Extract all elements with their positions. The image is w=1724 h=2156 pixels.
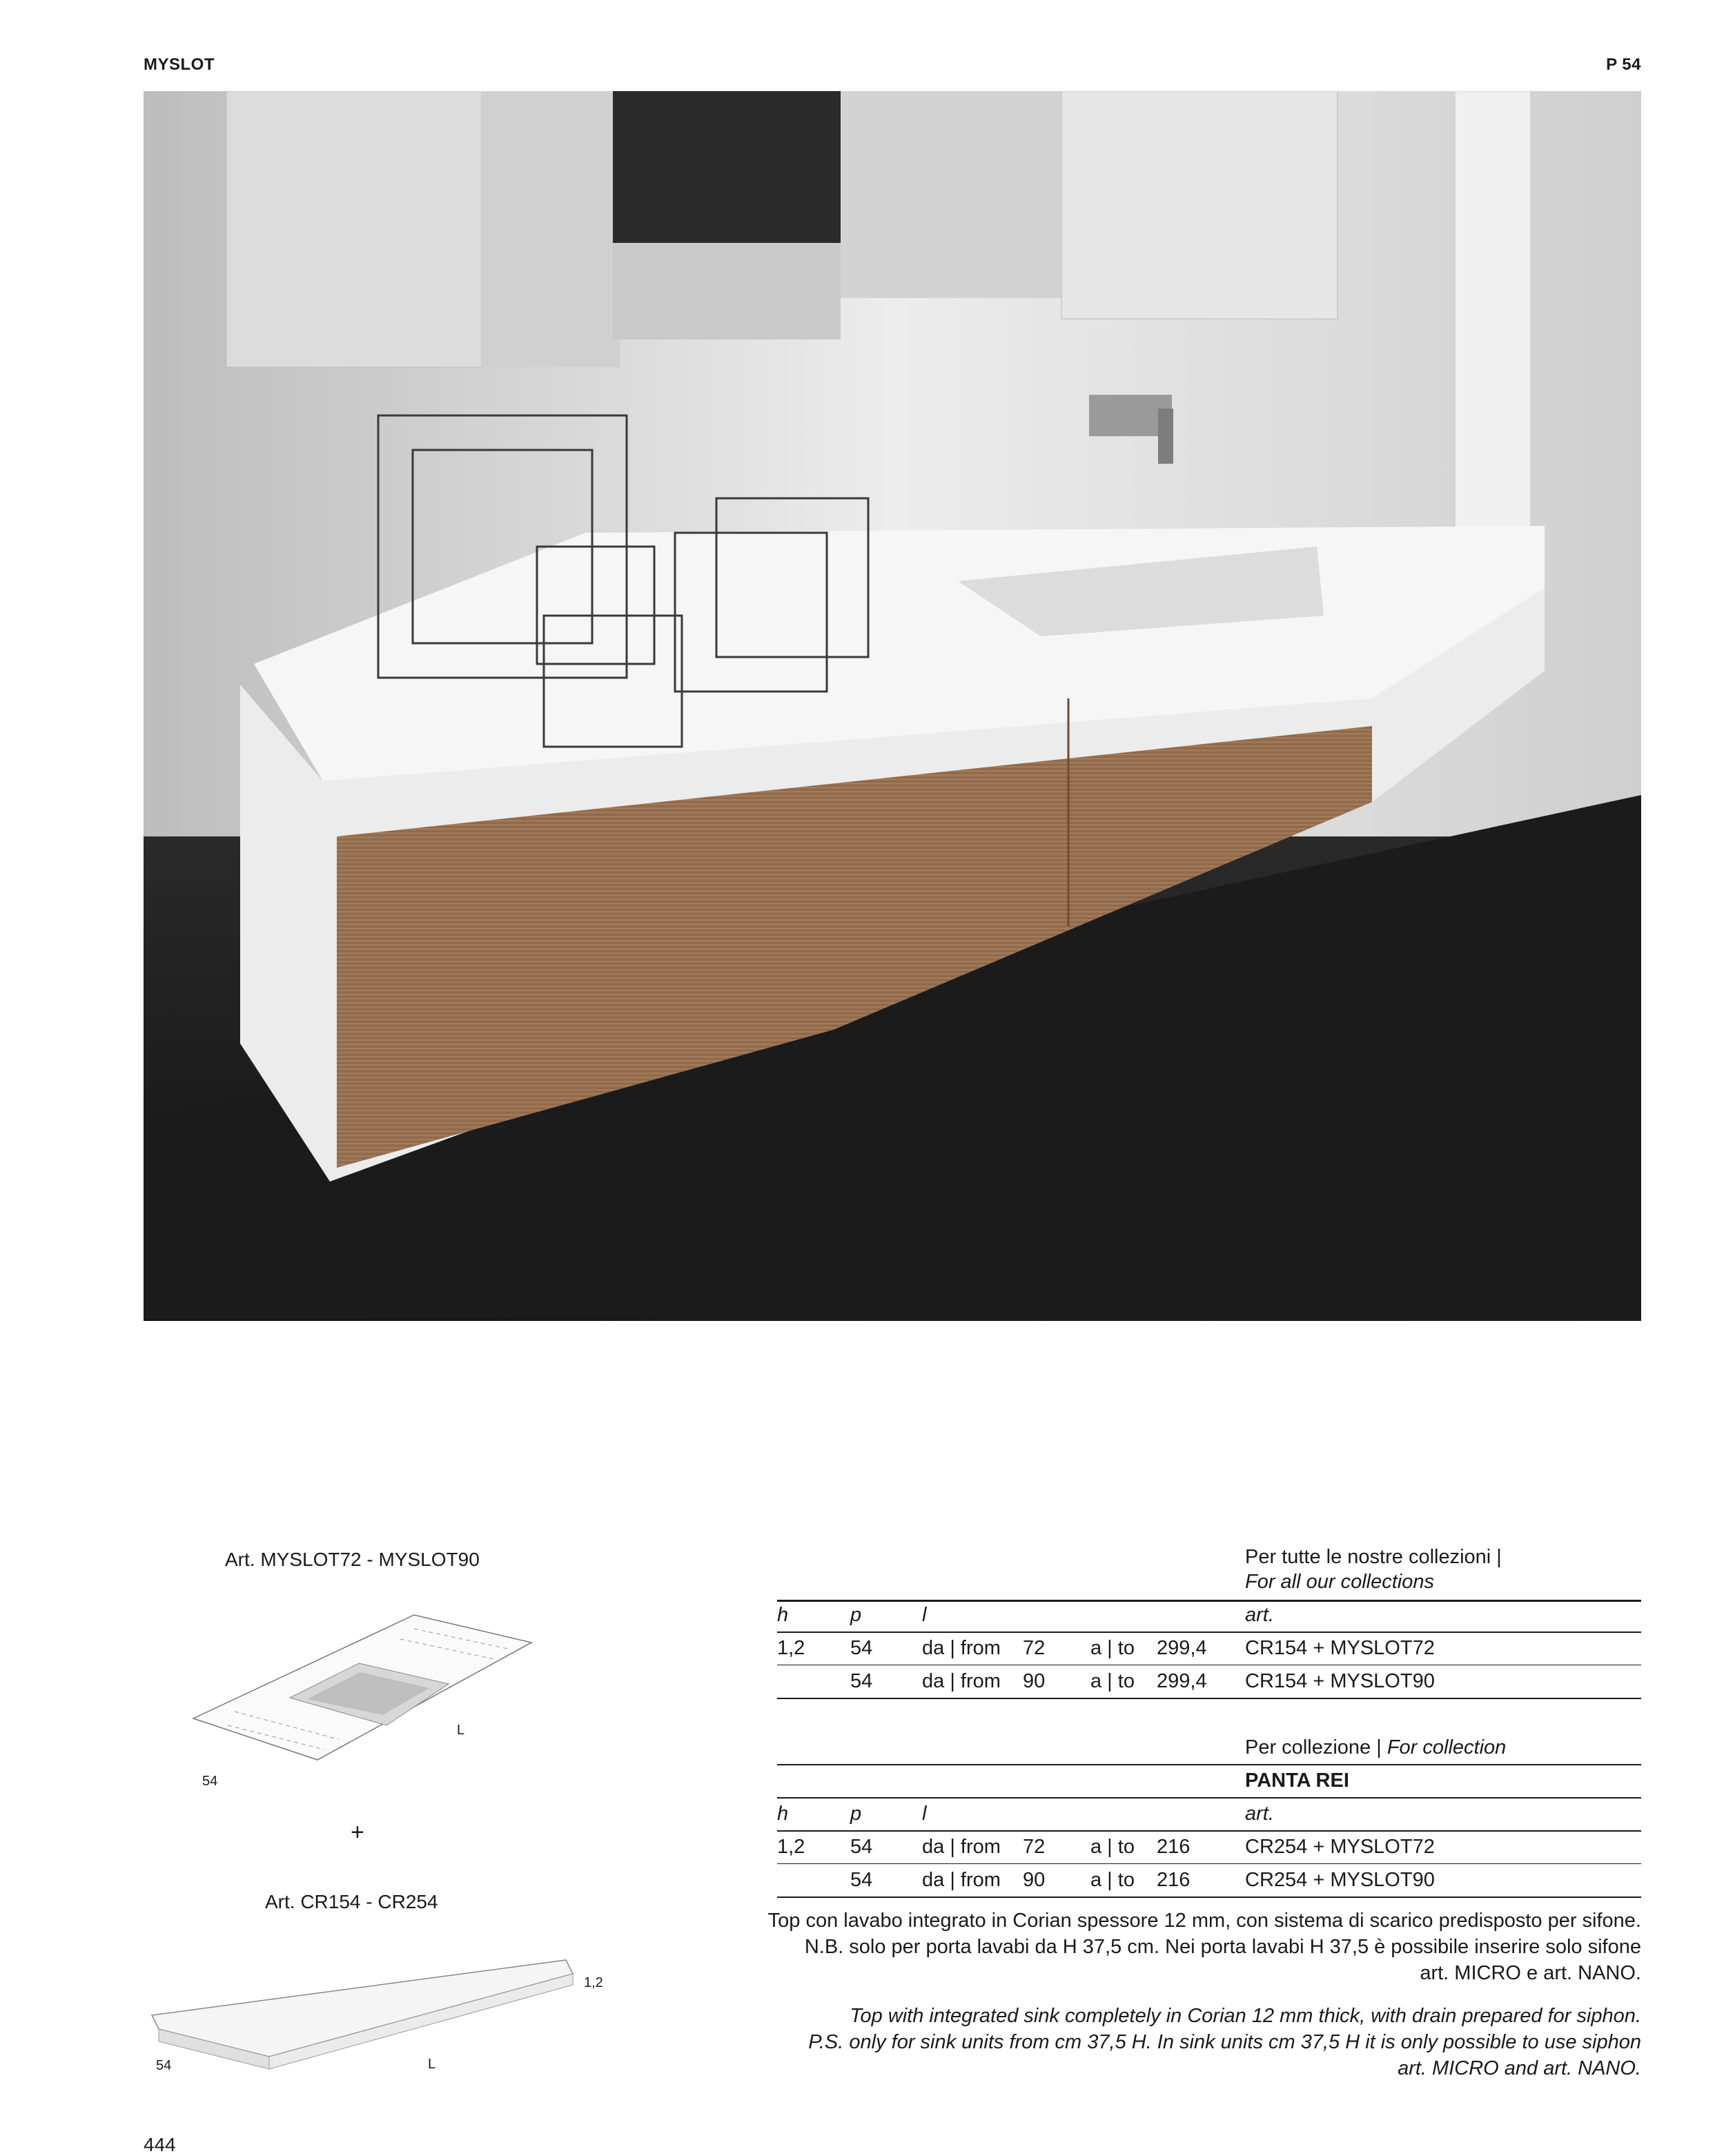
plus-sign: + [351,1819,364,1845]
cell-to-label: a | to [1090,1869,1135,1891]
cell-art: CR254 + MYSLOT90 [1245,1869,1435,1891]
description-line: art. MICRO and art. NANO. [1398,2057,1641,2079]
table-row [777,1670,1641,1698]
cell-to: 299,4 [1157,1637,1207,1659]
cell-to-label: a | to [1090,1836,1135,1858]
cr-dim-height: 1,2 [584,1975,603,1990]
table1-intro-en: For all our collections [1245,1571,1434,1593]
cell-h: 1,2 [777,1637,805,1659]
table2-bottom-rule [777,1897,1641,1898]
table1-top-rule [777,1600,1641,1602]
table1-header-row [777,1604,1641,1631]
table-row [777,1836,1641,1863]
myslot-article-title: Art. MYSLOT72 - MYSLOT90 [225,1549,480,1570]
cell-from-label: da | from [922,1637,1001,1659]
cell-from-label: da | from [922,1869,1001,1891]
col-h: h [777,1803,789,1825]
page-number: 444 [144,2134,176,2155]
cr-dim-depth: 54 [156,2058,172,2073]
cr-article-title: Art. CR154 - CR254 [265,1891,438,1912]
col-l: l [922,1803,927,1825]
table-row [777,1869,1641,1897]
description-line: art. MICRO e art. NANO. [1420,1962,1641,1984]
cell-from: 72 [1023,1637,1046,1659]
cell-to-label: a | to [1090,1670,1135,1692]
cell-p: 54 [850,1670,873,1692]
cr-dim-length: L [428,2057,436,2072]
cell-p: 54 [850,1869,873,1891]
table2-intro-en: For collection [1387,1736,1507,1758]
cell-from: 90 [1023,1869,1046,1891]
description-english [744,2003,1641,2081]
product-photo [144,91,1641,1321]
cr-top-drawing [145,1946,587,2084]
cell-to: 216 [1157,1836,1191,1858]
cell-h: 1,2 [777,1836,805,1858]
cell-from: 72 [1023,1836,1046,1858]
description-line: P.S. only for sink units from cm 37,5 H. In sink units cm 37,5 H it is only possible to use siphon [808,2031,1641,2053]
table1-header-rule [777,1631,1641,1633]
cell-art: CR254 + MYSLOT72 [1245,1836,1435,1858]
description-line: Top with integrated sink completely in Corian 12 mm thick, with drain prepared for siphon. [850,2005,1641,2027]
table-row [777,1637,1641,1665]
cell-to: 299,4 [1157,1670,1207,1692]
col-art: art. [1245,1803,1274,1825]
cell-art: CR154 + MYSLOT72 [1245,1637,1435,1659]
table2-name-rule [777,1797,1641,1799]
col-art: art. [1245,1604,1274,1626]
myslot-top-drawing [186,1601,545,1801]
table2-intro [1245,1736,1506,1759]
myslot-dim-length: L [457,1723,465,1738]
table2-intro-it: Per collezione | [1245,1736,1382,1758]
description-line: Top con lavabo integrato in Corian spessore 12 mm, con sistema di scarico predisposto per sifone. [767,1910,1641,1932]
cell-from-label: da | from [922,1836,1001,1858]
col-l: l [922,1604,927,1626]
cell-to-label: a | to [1090,1637,1135,1659]
description-italian [744,1908,1641,1986]
page-reference: P 54 [1606,55,1641,74]
cell-p: 54 [850,1637,873,1659]
description-line: N.B. solo per porta lavabi da H 37,5 cm. Nei porta lavabi H 37,5 è possibile inserire solo sifone [804,1936,1641,1958]
cell-from: 90 [1023,1670,1046,1692]
col-h: h [777,1604,789,1626]
collection-name: PANTA REI [1245,1770,1349,1792]
collection-title: MYSLOT [144,55,215,74]
cell-p: 54 [850,1836,873,1858]
cell-art: CR154 + MYSLOT90 [1245,1670,1435,1692]
vanity-illustration [144,91,1641,1321]
table2-header-row [777,1803,1641,1830]
cell-from-label: da | from [922,1670,1001,1692]
table1-bottom-rule [777,1698,1641,1699]
row-rule [777,1863,1641,1864]
table2-top-rule [777,1764,1641,1765]
table1-intro-it: Per tutte le nostre collezioni | [1245,1546,1502,1568]
col-p: p [850,1803,862,1825]
col-p: p [850,1604,862,1626]
myslot-dim-depth: 54 [202,1774,218,1789]
table2-header-rule [777,1830,1641,1832]
cell-to: 216 [1157,1869,1191,1891]
